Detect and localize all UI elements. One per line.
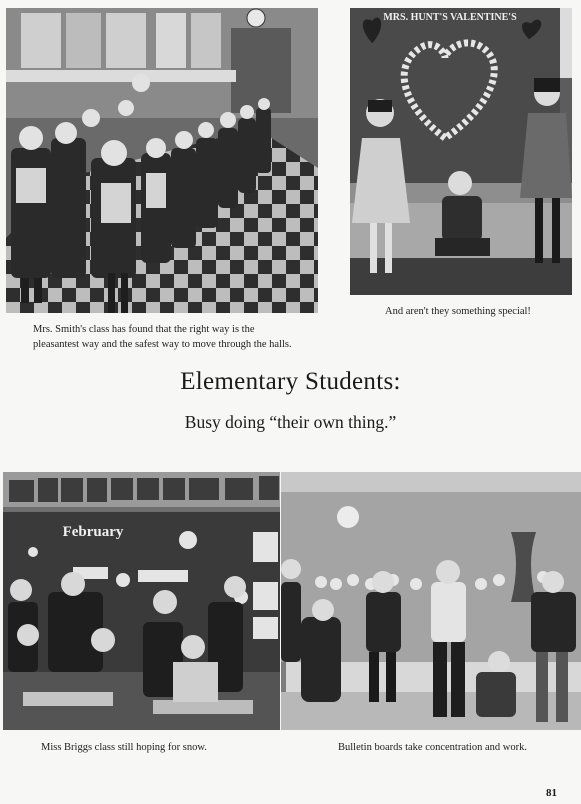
- page-title: Elementary Students:: [180, 368, 401, 395]
- valentines-sign: MRS. HUNT'S VALENTINE'S: [383, 12, 517, 23]
- hallway-photo-caption: Mrs. Smith's class has found that the right way is the pleasantest way and the safest way to move through the halls.: [33, 324, 292, 350]
- valentines-board-photo: [350, 8, 572, 295]
- bulletin-photo-caption: Bulletin boards take concentration and work.: [338, 742, 527, 753]
- bulletin-board-photo: [281, 472, 581, 730]
- february-photo-caption: Miss Briggs class still hoping for snow.: [41, 742, 207, 753]
- hallway-class-photo: [6, 8, 318, 313]
- page-subtitle: Busy doing “their own thing.”: [184, 412, 397, 432]
- page-number: 81: [546, 787, 557, 799]
- february-classroom-photo: [3, 472, 280, 730]
- valentines-photo-caption: And aren't they something special!: [385, 306, 531, 317]
- february-board-label: February: [62, 524, 124, 540]
